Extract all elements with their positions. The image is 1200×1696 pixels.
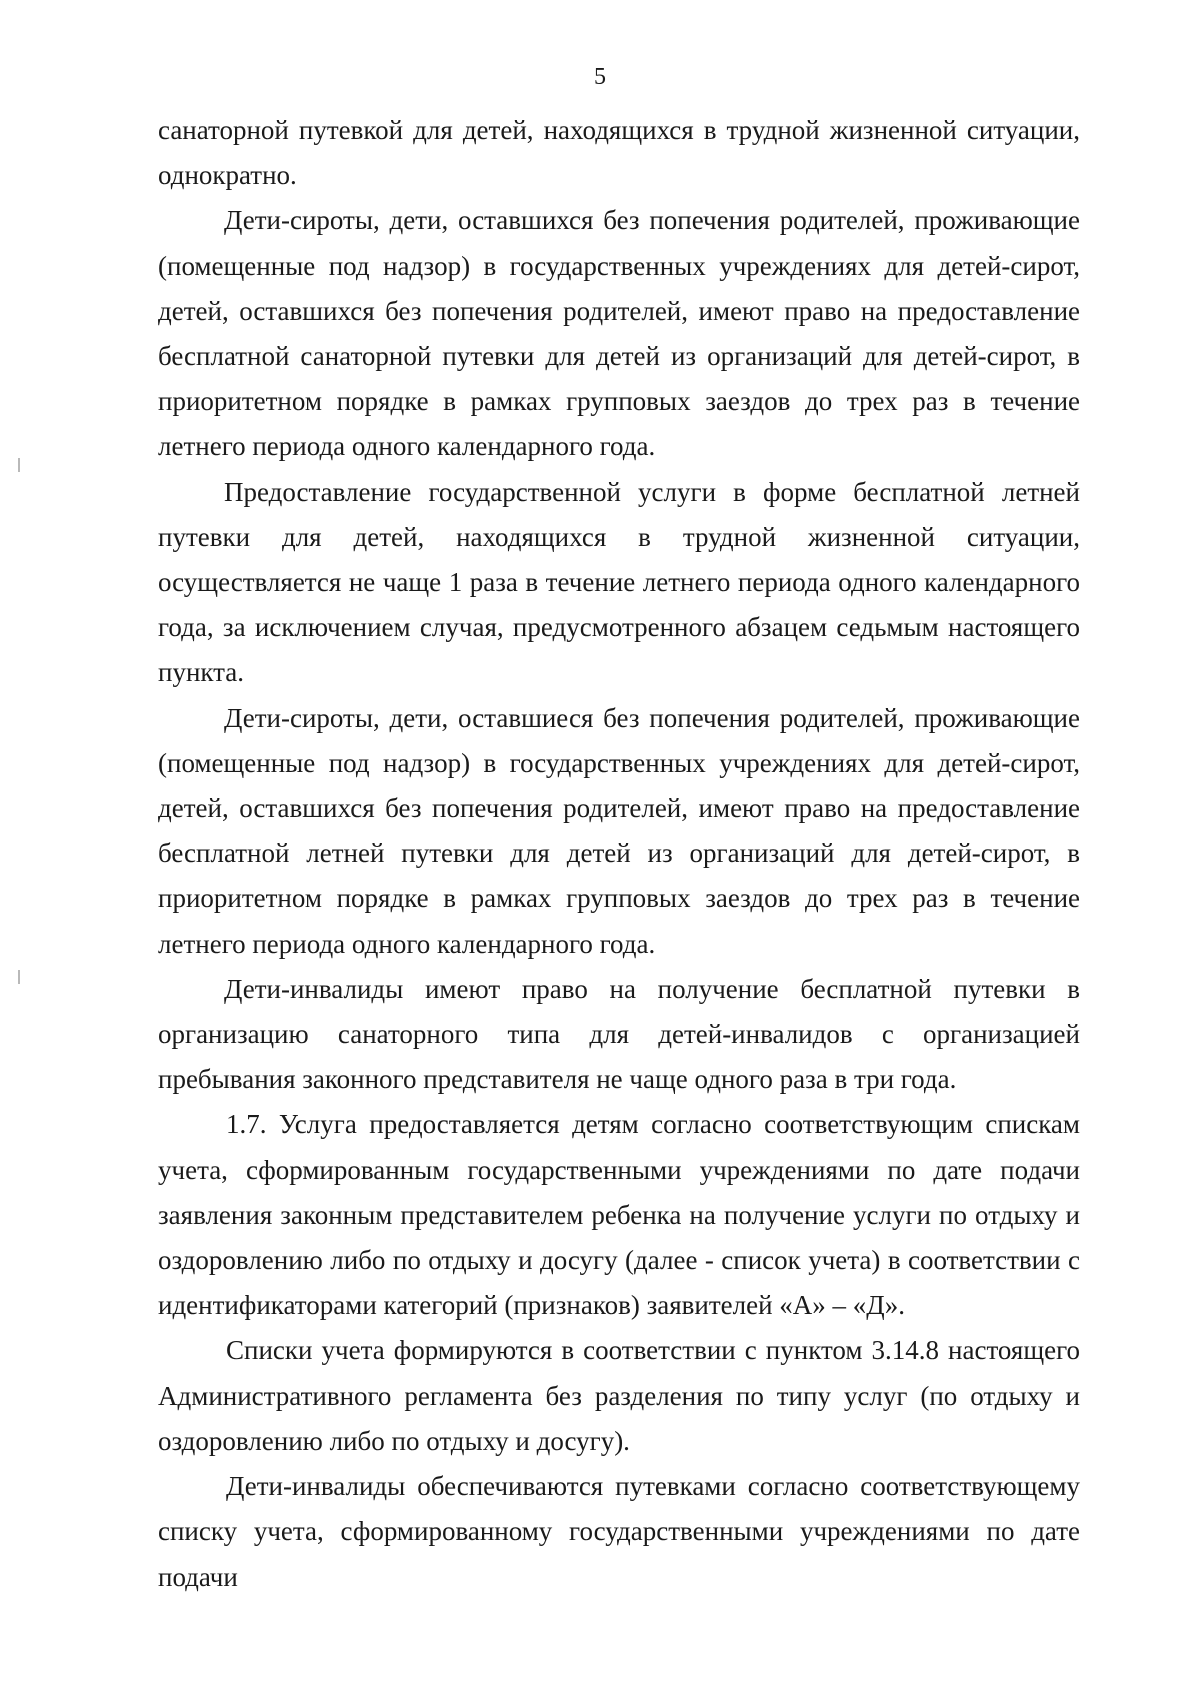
paragraph-orphans-summer: Дети-сироты, дети, оставшиеся без попечения родителей, проживающие (помещенные под надзор) в государственных учреждениях для детей-сирот, детей, оставшихся без попечения родителей, имеют право на предоставление бесплатной летней путевки для детей из организаций для детей-сирот, в приоритетном порядке в рамках групповых заездов до трех раз в течение летнего периода одного календарного года. xyxy=(158,702,1080,959)
paragraph-continuation: санаторной путевкой для детей, находящихся в трудной жизненной ситуации, однократно. xyxy=(158,115,1080,191)
page-number: 5 xyxy=(594,64,606,90)
margin-mark xyxy=(18,458,20,472)
paragraph-item-1-7: 1.7. Услуга предоставляется детям согласно соответствующим спискам учета, сформированным государственными учреждениями по дате подачи заявления законным представителем ребенка на получение услуги по отдыху и оздоровлению либо по отдыху и досугу (далее - список учета) в соответствии с идентификаторами категорий (признаков) заявителей «А» – «Д». xyxy=(158,1109,1080,1321)
margin-mark xyxy=(18,970,20,984)
paragraph-summer-voucher: Предоставление государственной услуги в форме бесплатной летней путевки для детей, находящихся в трудной жизненной ситуации, осуществляется не чаще 1 раза в течение летнего периода одного календарного года, за исключением случая, предусмотренного абзацем седьмым настоящего пункта. xyxy=(158,476,1080,688)
paragraph-disabled-children: Дети-инвалиды имеют право на получение бесплатной путевки в организацию санаторного типа для детей-инвалидов с организацией пребывания законного представителя не чаще одного раза в три года. xyxy=(158,973,1080,1095)
paragraph-disabled-provision: Дети-инвалиды обеспечиваются путевками согласно соответствующему списку учета, сформированному государственными учреждениями по дате подачи xyxy=(158,1471,1080,1592)
paragraph-registration-lists: Списки учета формируются в соответствии с пунктом 3.14.8 настоящего Административного регламента без разделения по типу услуг (по отдыху и оздоровлению либо по отдыху и досугу). xyxy=(158,1335,1080,1456)
paragraph-orphans-sanatorium: Дети-сироты, дети, оставшихся без попечения родителей, проживающие (помещенные под надзор) в государственных учреждениях для детей-сирот, детей, оставшихся без попечения родителей, имеют право на предоставление бесплатной санаторной путевки для детей из организаций для детей-сирот, в приоритетном порядке в рамках групповых заездов до трех раз в течение летнего периода одного календарного года. xyxy=(158,205,1080,462)
document-body xyxy=(158,108,1080,1600)
